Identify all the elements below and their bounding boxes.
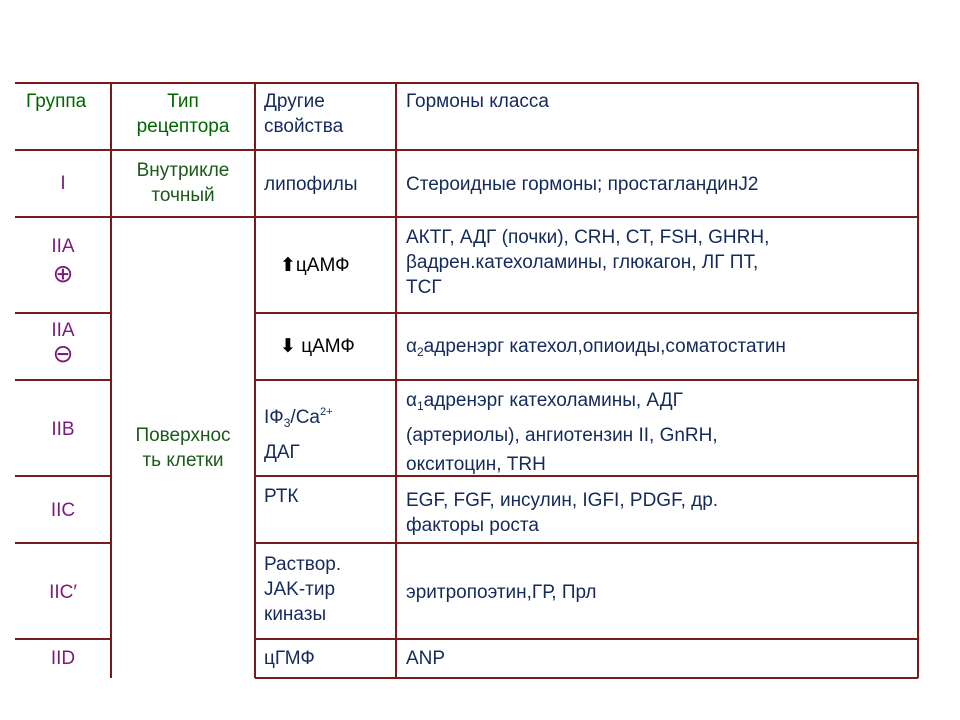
row-iia-minus-properties: ⬇ цАМФ [280,336,355,357]
row-iib-properties: $IФ_3/Ca^{2+}$ ДАГ [264,406,333,463]
row-iic-prime-group: IIC′ [49,582,77,603]
row-iic-properties: РТК [264,486,299,507]
header-hormones: Гормоны класса [406,91,549,112]
row-i-properties: липофилы [264,174,358,195]
header-other-properties: Другие свойства [264,91,344,137]
minus-circle-icon: ⊖ [52,340,74,368]
row-iia-plus-properties: ⬆цАМФ [280,255,350,276]
row-iib-group: IIB [51,419,75,440]
row-iic-group: IIC [50,500,76,521]
row-iib-hormones: $\alpha_1адренэрг$ катехоламины, АДГ (артериолы), ангиотензин II, GnRH, окситоцин, TRH [406,390,718,475]
plus-circle-icon: ⊕ [52,260,74,288]
row-iia-plus-group: IIA ⊕ [15,234,111,289]
arrow-down-icon: ⬇ [280,336,296,357]
row-iia-minus-hormones: $\alpha_2адренэрг$ катехол,опиоиды,соматостатин [406,336,786,359]
header-group: Группа [26,91,87,112]
receptor-cell-surface: Поверхнос ть клетки [135,425,231,471]
row-iid-properties: цГМФ [264,648,315,669]
row-iic-hormones: EGF, FGF, инсулин, IGFI, PDGF, др. факторы роста [406,490,719,536]
row-iid-group: IID [50,648,76,669]
arrow-up-icon: ⬆ [280,255,296,276]
row-iic-prime-hormones: эритропоэтин,ГР, Прл [406,582,597,603]
row-i-hormones: Стероидные гормоны; простагландинJ2 [406,174,759,195]
header-receptor-type: Тип рецептора [136,91,230,137]
row-iid-hormones: ANP [406,648,446,669]
row-iia-plus-hormones: АКТГ, АДГ (почки), CRH, CT, FSH, GHRH, βадрен.катехоламины, глюкагон, ЛГ ПТ, ТСГ [406,227,770,298]
row-iic-prime-properties: Раствор. JAK-тир киназы [264,554,342,625]
row-iia-minus-group: IIA ⊖ [15,318,111,365]
row-i-receptor: Внутрикле точный [136,160,230,206]
row-i-group: I [60,173,66,194]
